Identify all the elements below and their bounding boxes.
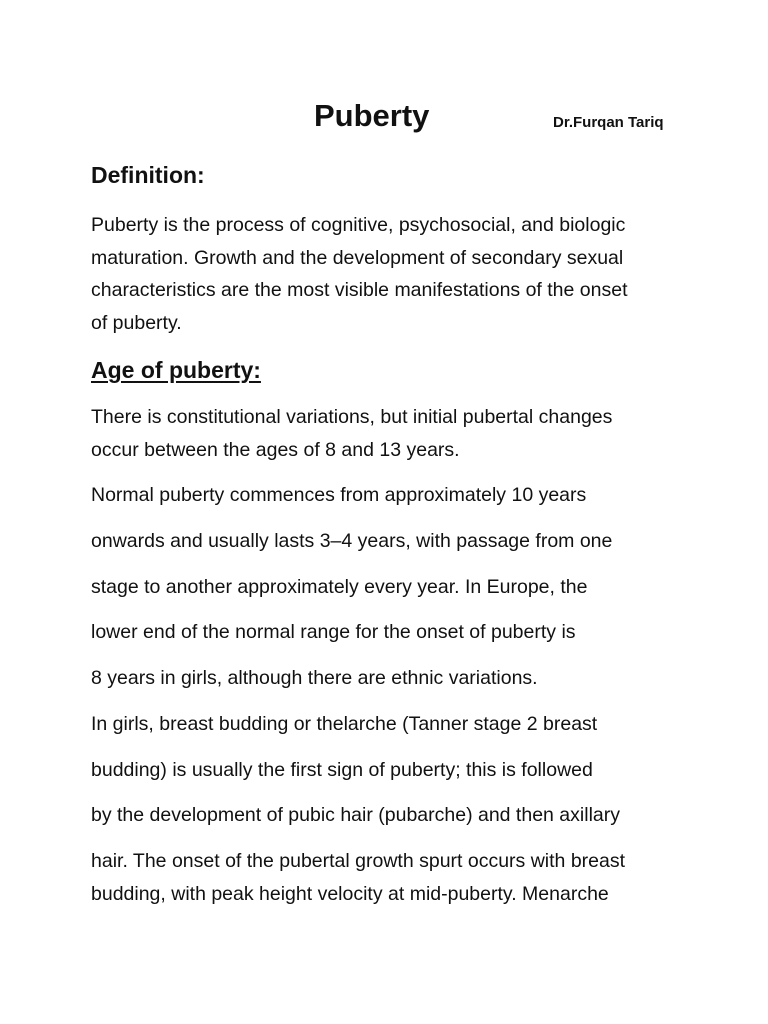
section-heading-definition: Definition: (91, 162, 205, 188)
paragraph-line: budding, with peak height velocity at mid-puberty. Menarche (91, 883, 609, 905)
paragraph-line: onwards and usually lasts 3–4 years, with passage from one (91, 530, 613, 552)
paragraph-line: maturation. Growth and the development of secondary sexual (91, 247, 624, 269)
paragraph-line: stage to another approximately every year. In Europe, the (91, 576, 588, 598)
paragraph-line: of puberty. (91, 312, 182, 334)
paragraph-line: characteristics are the most visible manifestations of the onset (91, 279, 628, 301)
paragraph-line: hair. The onset of the pubertal growth spurt occurs with breast (91, 850, 626, 872)
paragraph-line: Normal puberty commences from approximately 10 years (91, 484, 587, 506)
paragraph-line: In girls, breast budding or thelarche (Tanner stage 2 breast (91, 713, 598, 735)
paragraph-line: lower end of the normal range for the onset of puberty is (91, 621, 576, 643)
document-author: Dr.Furqan Tariq (553, 114, 664, 131)
document-title: Puberty (314, 98, 430, 133)
paragraph-line: Puberty is the process of cognitive, psychosocial, and biologic (91, 214, 626, 236)
section-heading-age-of-puberty: Age of puberty: (91, 357, 261, 383)
paragraph-line: budding) is usually the first sign of puberty; this is followed (91, 759, 593, 781)
paragraph-line: There is constitutional variations, but initial pubertal changes (91, 406, 613, 428)
paragraph-line: by the development of pubic hair (pubarche) and then axillary (91, 804, 620, 826)
paragraph-line: occur between the ages of 8 and 13 years. (91, 439, 460, 461)
paragraph-line: 8 years in girls, although there are ethnic variations. (91, 667, 538, 689)
